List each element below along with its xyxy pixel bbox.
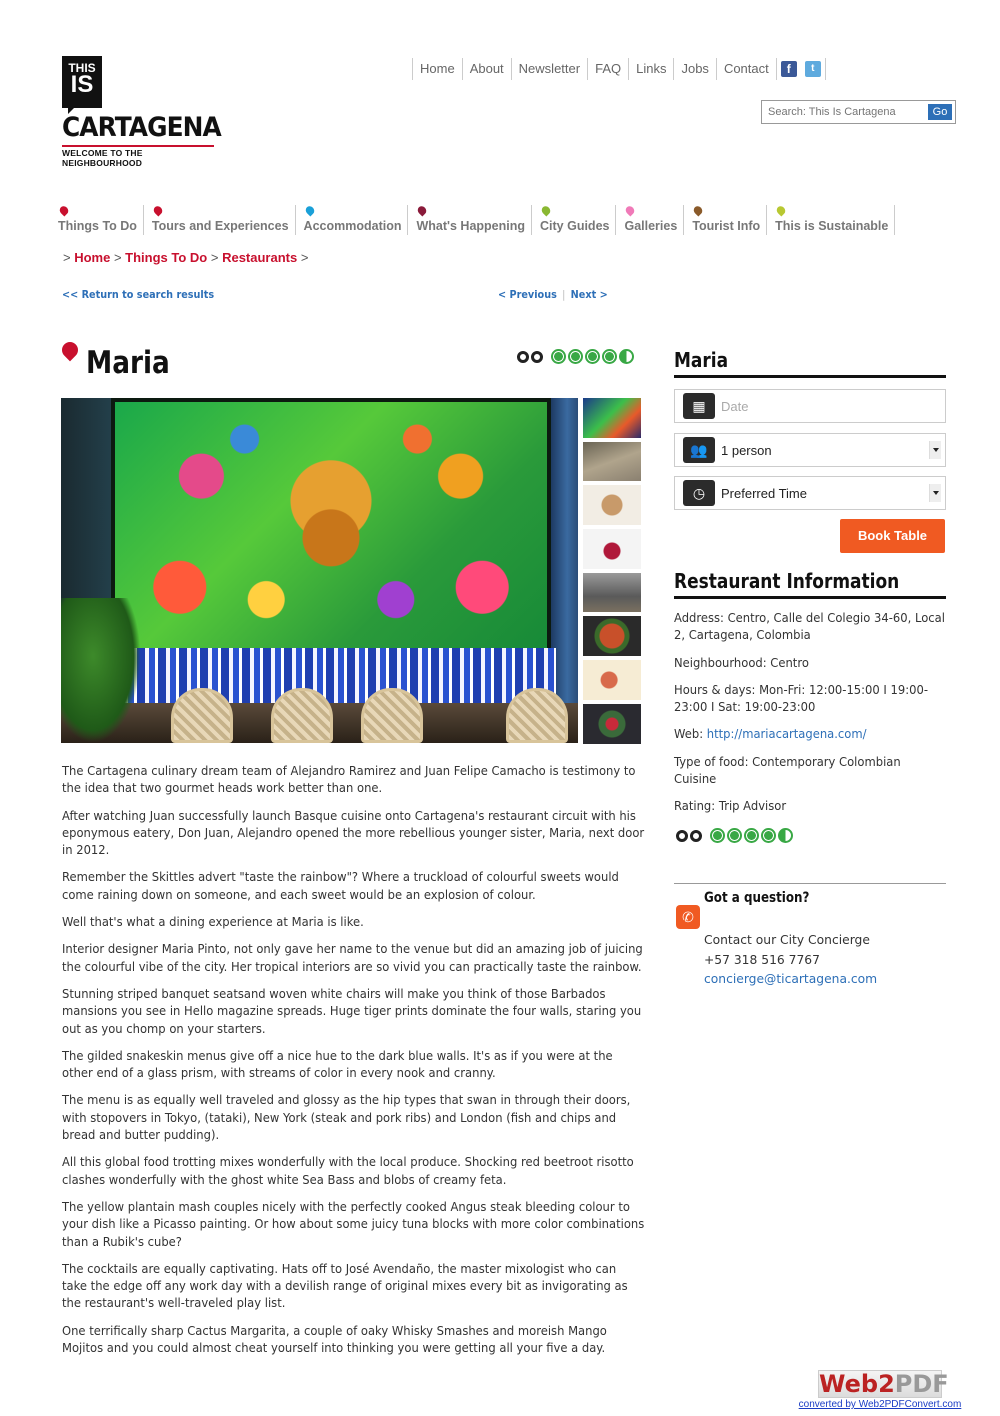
info-hours: Hours & days: Mon-Fri: 12:00-15:00 I 19:00-23:00 I Sat: 19:00-23:00 <box>674 682 929 715</box>
category-label: What's Happening <box>416 219 526 233</box>
date-field[interactable] <box>674 389 946 423</box>
top-nav-home[interactable]: Home <box>412 58 462 80</box>
search-box <box>761 100 956 124</box>
party-size-select[interactable] <box>674 433 946 467</box>
logo-this: THIS <box>68 61 96 75</box>
thumbnail[interactable] <box>583 660 641 700</box>
thumbnail[interactable] <box>583 485 641 525</box>
tripadvisor-owl-icon <box>676 827 704 843</box>
restaurant-info <box>674 610 946 826</box>
info-food: Type of food: Contemporary Colombian Cuisine <box>674 754 901 787</box>
info-web: Web: http://mariacartagena.com/ <box>674 727 867 742</box>
web2pdf-link[interactable]: converted by Web2PDFConvert.com <box>798 1399 962 1410</box>
info-rating: Rating: Trip Advisor <box>674 799 787 814</box>
article-paragraph: The Cartagena culinary dream team of Alejandro Ramirez and Juan Felipe Camacho is testimony to the idea that two gourmet heads work better than one. <box>62 764 636 796</box>
top-nav-newsletter[interactable]: Newsletter <box>511 58 587 80</box>
search-input[interactable] <box>762 101 922 123</box>
pin-icon <box>152 204 164 216</box>
category-tours[interactable] <box>150 205 296 235</box>
article-paragraph: Stunning striped banquet seatsand woven white chairs will make you think of those Barbados mansions you see in Hello magazine spreads. Huge tiger prints dominate the four walls, staring you out as you chomp on your starters. <box>62 986 642 1036</box>
tiger-mural <box>111 398 551 653</box>
website-link[interactable]: http://mariacartagena.com/ <box>706 727 867 742</box>
rating-dot <box>744 828 759 843</box>
divider <box>674 883 946 884</box>
concierge-label: Contact our City Concierge <box>704 933 870 947</box>
pin-icon <box>775 204 787 216</box>
article-paragraph: The yellow plantain mash couples nicely with the perfectly cooked Angus steak bleeding colour to your dish like a Picasso painting. Or how about some juicy tuna blocks with more color combinations than a Rubik's cube? <box>62 1199 645 1249</box>
category-label: Tours and Experiences <box>151 219 289 233</box>
rating-dot-half <box>619 349 634 364</box>
pin-icon <box>304 204 316 216</box>
breadcrumb: > Home > Things To Do > Restaurants > <box>63 250 309 265</box>
top-nav <box>412 58 826 80</box>
category-label: Tourist Info <box>692 219 761 233</box>
article-body <box>62 763 646 1367</box>
chevron-down-icon <box>929 484 941 502</box>
return-to-results-link[interactable]: << Return to search results <box>62 288 215 301</box>
thumbnail[interactable] <box>583 442 641 482</box>
party-size-value: 1 person <box>721 442 772 458</box>
article-paragraph: Remember the Skittles advert "taste the rainbow"? Where a truckload of colourful sweets would come raining down on someone, and each sweet would be an explosion of colour. <box>62 870 619 902</box>
booking-heading: Maria <box>674 348 729 372</box>
search-go-button[interactable]: Go <box>928 104 952 120</box>
page-title: Maria <box>86 345 170 381</box>
category-nav <box>56 205 901 235</box>
article-paragraph: Interior designer Maria Pinto, not only gave her name to the venue but did an amazing job of juicing the colourful vibe of the city. Her tropical interiors are so vivid you can practically taste the rainbow. <box>62 942 643 974</box>
calendar-icon: ▦ <box>683 393 715 419</box>
chair <box>171 688 233 743</box>
top-nav-links[interactable]: Links <box>628 58 673 80</box>
category-things-to-do[interactable] <box>56 205 144 235</box>
people-icon: 👥 <box>683 437 715 463</box>
plant <box>61 598 141 743</box>
category-accommodation[interactable] <box>302 205 409 235</box>
rating-dot <box>585 349 600 364</box>
category-city-guides[interactable] <box>538 205 616 235</box>
rating-dots <box>551 349 634 364</box>
book-table-button[interactable]: Book Table <box>840 519 945 553</box>
previous-link[interactable]: < Previous <box>498 288 557 301</box>
info-neighbourhood: Neighbourhood: Centro <box>674 655 809 670</box>
clock-icon: ◷ <box>683 480 715 506</box>
category-label: Things To Do <box>58 219 137 233</box>
thumbnail-strip <box>583 398 641 744</box>
top-nav-jobs[interactable]: Jobs <box>673 58 715 80</box>
pin-icon <box>58 204 70 216</box>
concierge-contact <box>704 931 877 990</box>
next-link[interactable]: Next > <box>570 288 608 301</box>
thumbnail[interactable] <box>583 529 641 569</box>
category-whats-happening[interactable] <box>414 205 532 235</box>
article-paragraph: The cocktails are equally captivating. Hats off to José Avendaño, the master mixologist who can take the edge off any work day with a devilish range of original mixes every bit as invigorating as the restaurant's well-traveled play list. <box>62 1261 628 1311</box>
thumbnail[interactable] <box>583 616 641 656</box>
article-paragraph: Well that's what a dining experience at Maria is like. <box>62 915 364 930</box>
breadcrumb-home[interactable]: Home <box>74 250 111 265</box>
pager: < Previous | Next > <box>498 288 608 301</box>
rating-dot <box>602 349 617 364</box>
divider <box>674 596 946 599</box>
tripadvisor-owl-icon <box>517 348 545 364</box>
article-paragraph: After watching Juan successfully launch Basque cuisine onto Cartagena's restaurant circuit with his eponymous eatery, Don Juan, Alejandro opened the more rebellious younger sister, Maria, next door in 2012. <box>62 808 645 858</box>
article-paragraph: The menu is as equally well traveled and glossy as the hip types that swan in through their doors, with stopovers in Tokyo, (tataki), New York (steak and pork ribs) and London (fish and chips and bread and butter pudding). <box>62 1093 631 1143</box>
logo-underline <box>62 145 214 147</box>
category-label: This is Sustainable <box>775 219 889 233</box>
article-paragraph: The gilded snakeskin menus give off a nice hue to the dark blue walls. It's as if you were at the other end of a glass prism, with streams of color in every nook and cranny. <box>62 1048 613 1081</box>
category-galleries[interactable] <box>622 205 684 235</box>
concierge-email-link[interactable]: concierge@ticartagena.com <box>704 972 878 986</box>
top-nav-about[interactable]: About <box>462 58 511 80</box>
pin-icon <box>59 339 82 362</box>
question-title: Got a question? <box>704 890 810 906</box>
top-nav-contact[interactable]: Contact <box>716 58 776 80</box>
logo-tagline: WELCOME TO THE NEIGHBOURHOOD <box>62 148 143 168</box>
chair <box>361 688 423 743</box>
category-label: Accommodation <box>303 219 402 233</box>
web2pdf-logo: Web2PDF <box>819 1370 949 1398</box>
breadcrumb-restaurants[interactable]: Restaurants <box>222 250 298 265</box>
logo-is: IS <box>70 71 94 98</box>
rating-dot <box>568 349 583 364</box>
category-label: City Guides <box>540 219 610 233</box>
thumbnail[interactable] <box>583 704 641 744</box>
pin-icon <box>416 204 428 216</box>
pin-icon <box>624 204 636 216</box>
divider <box>674 375 946 378</box>
thumbnail[interactable] <box>583 573 641 613</box>
main-photo[interactable] <box>61 398 578 743</box>
info-address: Address: Centro, Calle del Colegio 34-60, Local 2, Cartagena, Colombia <box>674 611 945 643</box>
tripadvisor-rating-small[interactable] <box>676 827 793 843</box>
logo-badge <box>62 56 102 108</box>
chair <box>271 688 333 743</box>
rating-dot-half <box>778 828 793 843</box>
phone-icon: ✆ <box>676 905 700 929</box>
logo-name: CARTAGENA <box>62 112 221 143</box>
twitter-icon[interactable]: t <box>805 61 821 77</box>
social-links <box>776 58 826 80</box>
top-nav-faq[interactable]: FAQ <box>587 58 628 80</box>
info-heading: Restaurant Information <box>674 569 900 593</box>
category-sustainable[interactable] <box>773 205 895 235</box>
chevron-down-icon <box>929 441 941 459</box>
rating-dot <box>727 828 742 843</box>
tripadvisor-rating[interactable] <box>517 348 634 364</box>
article-paragraph: All this global food trotting mixes wonderfully with the local produce. Shocking red beetroot risotto clashes wonderfully with the ghost white Sea Bass and blobs of creamy feta. <box>62 1155 634 1187</box>
facebook-icon[interactable]: f <box>781 61 797 77</box>
pin-icon <box>540 204 552 216</box>
breadcrumb-things-to-do[interactable]: Things To Do <box>125 250 208 265</box>
category-label: Galleries <box>624 219 678 233</box>
thumbnail[interactable] <box>583 398 641 438</box>
web2pdf-badge[interactable] <box>798 1370 962 1410</box>
chair <box>506 688 568 743</box>
date-placeholder: Date <box>721 398 749 414</box>
rating-dot <box>710 828 725 843</box>
pin-icon <box>692 204 704 216</box>
rating-dots <box>710 828 793 843</box>
site-logo[interactable] <box>62 56 222 168</box>
rating-dot <box>551 349 566 364</box>
time-select[interactable] <box>674 476 946 510</box>
category-tourist-info[interactable] <box>690 205 767 235</box>
rating-dot <box>761 828 776 843</box>
concierge-phone: +57 318 516 7767 <box>704 952 820 967</box>
time-value: Preferred Time <box>721 485 807 501</box>
article-paragraph: One terrifically sharp Cactus Margarita, a couple of oaky Whisky Smashes and moreish Mango Mojitos and you could almost cheat yourself into thinking you were getting all your five a day. <box>62 1323 607 1356</box>
